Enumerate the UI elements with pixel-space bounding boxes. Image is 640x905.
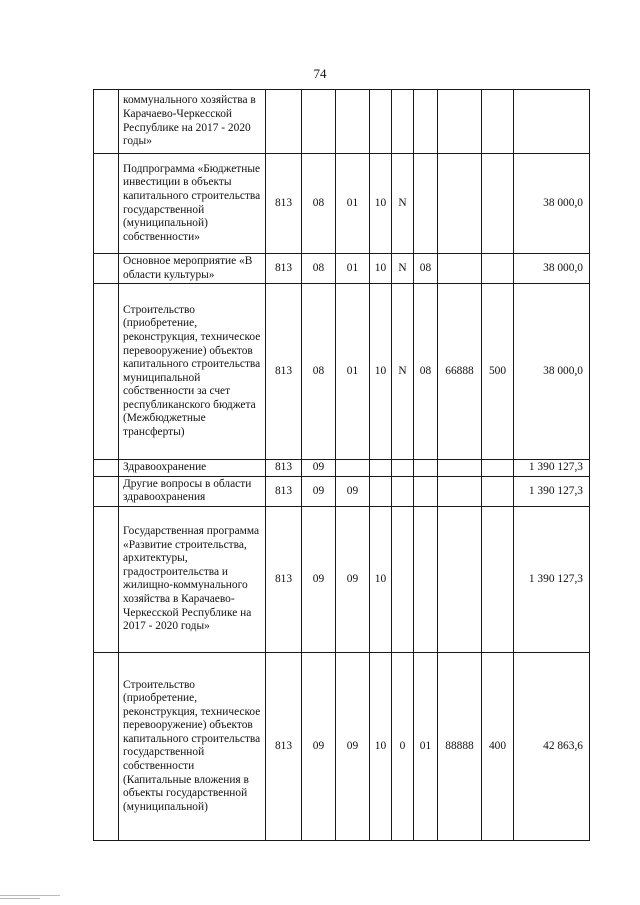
cell-target-4: 66888 <box>438 284 482 460</box>
cell-gr: 813 <box>266 154 302 254</box>
table-row <box>94 90 590 154</box>
cell-gr <box>266 90 302 154</box>
page-number: 74 <box>313 66 327 81</box>
table-row <box>94 154 590 254</box>
scan-mark <box>0 898 40 899</box>
cell-index <box>94 254 119 284</box>
cell-pr <box>336 90 370 154</box>
cell-target-3 <box>414 460 438 477</box>
cell-vr <box>482 476 514 506</box>
cell-vr <box>482 90 514 154</box>
cell-index <box>94 506 119 652</box>
cell-target-3 <box>414 476 438 506</box>
cell-name: коммунального хозяйства в Карачаево-Черкесской Республике на 2017 - 2020 годы» <box>119 90 266 154</box>
cell-pr: 01 <box>336 154 370 254</box>
cell-name: Другие вопросы в области здравоохранения <box>119 476 266 506</box>
cell-amount: 42 863,6 <box>514 652 590 840</box>
cell-pr: 01 <box>336 254 370 284</box>
cell-amount: 38 000,0 <box>514 284 590 460</box>
cell-target-4: 88888 <box>438 652 482 840</box>
cell-rz: 08 <box>302 154 336 254</box>
cell-amount: 38 000,0 <box>514 154 590 254</box>
cell-amount: 1 390 127,3 <box>514 460 590 477</box>
cell-vr <box>482 254 514 284</box>
cell-target-3: 08 <box>414 284 438 460</box>
cell-target-1: 10 <box>370 154 392 254</box>
cell-target-1: 10 <box>370 284 392 460</box>
cell-target-1: 10 <box>370 254 392 284</box>
cell-vr <box>482 460 514 477</box>
cell-name: Строительство (приобретение, реконструкция, техническое перевооружение) объектов капитального строительства муниципальной собственности за счет республиканского бюджета (Межбюджетные трансферты) <box>119 284 266 460</box>
cell-gr: 813 <box>266 652 302 840</box>
cell-rz: 08 <box>302 284 336 460</box>
cell-index <box>94 476 119 506</box>
cell-target-3: 08 <box>414 254 438 284</box>
cell-rz: 09 <box>302 652 336 840</box>
cell-target-1: 10 <box>370 652 392 840</box>
cell-index <box>94 284 119 460</box>
cell-target-1: 10 <box>370 506 392 652</box>
cell-target-4 <box>438 90 482 154</box>
table-row <box>94 254 590 284</box>
cell-gr: 813 <box>266 460 302 477</box>
cell-target-4 <box>438 506 482 652</box>
budget-table <box>93 89 590 841</box>
cell-rz: 09 <box>302 476 336 506</box>
cell-name: Основное мероприятие «В области культуры» <box>119 254 266 284</box>
cell-vr: 400 <box>482 652 514 840</box>
cell-name: Государственная программа «Развитие строительства, архитектуры, градостроительства и жилищно-коммунального хозяйства в Карачаево-Черкесской Республике на 2017 - 2020 годы» <box>119 506 266 652</box>
cell-amount <box>514 90 590 154</box>
cell-amount: 1 390 127,3 <box>514 476 590 506</box>
cell-vr <box>482 506 514 652</box>
cell-target-4 <box>438 254 482 284</box>
cell-target-4 <box>438 476 482 506</box>
scan-mark <box>0 895 60 896</box>
cell-target-4 <box>438 154 482 254</box>
cell-rz: 08 <box>302 254 336 284</box>
cell-target-3 <box>414 90 438 154</box>
cell-rz: 09 <box>302 506 336 652</box>
cell-target-1 <box>370 476 392 506</box>
table-row <box>94 652 590 840</box>
cell-target-1 <box>370 90 392 154</box>
cell-target-2: N <box>392 284 414 460</box>
cell-target-1 <box>370 460 392 477</box>
cell-gr: 813 <box>266 254 302 284</box>
cell-name: Строительство (приобретение, реконструкция, техническое перевооружение) объектов капитального строительства государственной собственности (Капитальные вложения в объекты государственной (муниципальной) <box>119 652 266 840</box>
cell-index <box>94 90 119 154</box>
cell-gr: 813 <box>266 284 302 460</box>
cell-target-2 <box>392 476 414 506</box>
cell-target-2 <box>392 506 414 652</box>
cell-index <box>94 460 119 477</box>
table-row <box>94 460 590 477</box>
cell-target-3 <box>414 154 438 254</box>
cell-rz <box>302 90 336 154</box>
cell-target-3 <box>414 506 438 652</box>
cell-pr: 09 <box>336 476 370 506</box>
table-row <box>94 284 590 460</box>
cell-amount: 1 390 127,3 <box>514 506 590 652</box>
cell-index <box>94 652 119 840</box>
cell-name: Подпрограмма «Бюджетные инвестиции в объекты капитального строительства государственной (муниципальной) собственности» <box>119 154 266 254</box>
table-row <box>94 476 590 506</box>
cell-vr <box>482 154 514 254</box>
table-row <box>94 506 590 652</box>
cell-index <box>94 154 119 254</box>
cell-target-2 <box>392 90 414 154</box>
cell-target-2: 0 <box>392 652 414 840</box>
cell-target-2 <box>392 460 414 477</box>
cell-target-3: 01 <box>414 652 438 840</box>
cell-gr: 813 <box>266 476 302 506</box>
cell-name: Здравоохранение <box>119 460 266 477</box>
cell-target-2: N <box>392 154 414 254</box>
cell-pr: 01 <box>336 284 370 460</box>
cell-pr <box>336 460 370 477</box>
cell-amount: 38 000,0 <box>514 254 590 284</box>
cell-pr: 09 <box>336 506 370 652</box>
cell-rz: 09 <box>302 460 336 477</box>
cell-gr: 813 <box>266 506 302 652</box>
cell-vr: 500 <box>482 284 514 460</box>
cell-target-2: N <box>392 254 414 284</box>
cell-pr: 09 <box>336 652 370 840</box>
cell-target-4 <box>438 460 482 477</box>
